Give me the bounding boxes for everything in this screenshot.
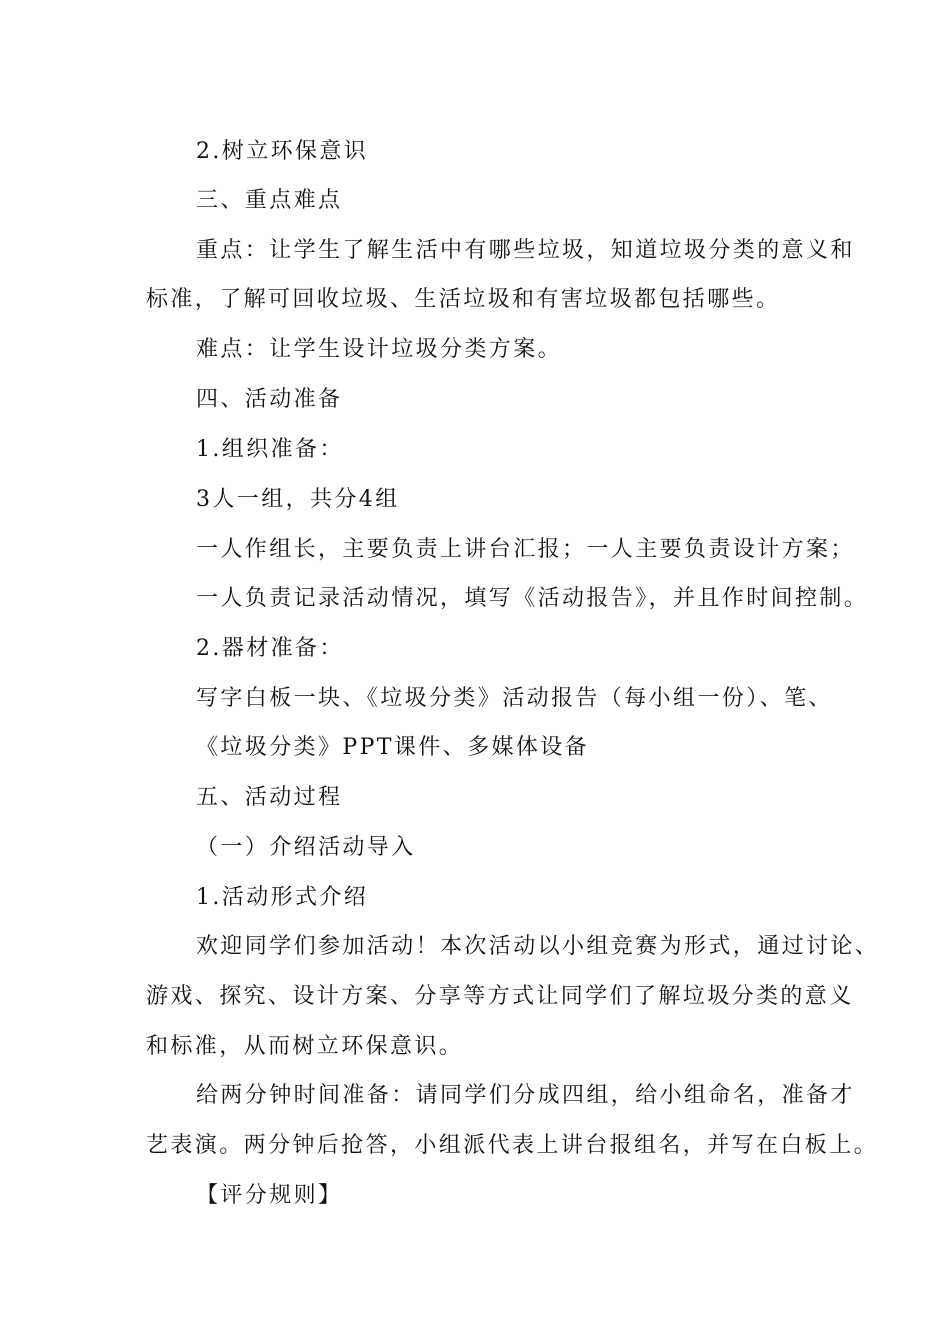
subheading-organization: 1.组织准备： — [196, 437, 344, 462]
equipment-list-line-2: 《垃圾分类》PPT课件、多媒体设备 — [196, 735, 590, 760]
preparation-paragraph-line-2: 艺表演。两分钟后抢答，小组派代表上讲台报组名，并写在白板上。 — [146, 1133, 879, 1158]
group-size-text: 3人一组，共分4组 — [196, 487, 400, 512]
role-description-line-2: 一人负责记录活动情况，填写《活动报告》，并且作时间控制。 — [196, 586, 869, 611]
section-heading-preparation: 四、活动准备 — [196, 387, 343, 412]
section-heading-process: 五、活动过程 — [196, 785, 343, 810]
difficulty-paragraph: 难点：让学生设计垃圾分类方案。 — [196, 337, 563, 362]
item-heading-activity-format: 1.活动形式介绍 — [196, 885, 369, 910]
section-heading-key-points: 三、重点难点 — [196, 188, 343, 213]
subsection-heading-introduction: （一）介绍活动导入 — [196, 835, 416, 860]
welcome-paragraph-line-1: 欢迎同学们参加活动！本次活动以小组竞赛为形式，通过讨论、 — [196, 934, 880, 959]
goal-item-2: 2.树立环保意识 — [196, 139, 369, 164]
key-point-paragraph-line-1: 重点：让学生了解生活中有哪些垃圾，知道垃圾分类的意义和 — [196, 238, 855, 263]
preparation-paragraph-line-1: 给两分钟时间准备：请同学们分成四组，给小组命名，准备才 — [196, 1083, 855, 1108]
key-point-paragraph-line-2: 标准，了解可回收垃圾、生活垃圾和有害垃圾都包括哪些。 — [146, 287, 781, 312]
scoring-rules-heading: 【评分规则】 — [196, 1183, 343, 1208]
welcome-paragraph-line-3: 和标准，从而树立环保意识。 — [146, 1034, 464, 1059]
equipment-list-line-1: 写字白板一块、《垃圾分类》活动报告（每小组一份）、笔、 — [196, 686, 833, 711]
welcome-paragraph-line-2: 游戏、探究、设计方案、分享等方式让同学们了解垃圾分类的意义 — [146, 984, 854, 1009]
subheading-equipment: 2.器材准备： — [196, 636, 344, 661]
role-description-line-1: 一人作组长，主要负责上讲台汇报；一人主要负责设计方案； — [196, 537, 855, 562]
